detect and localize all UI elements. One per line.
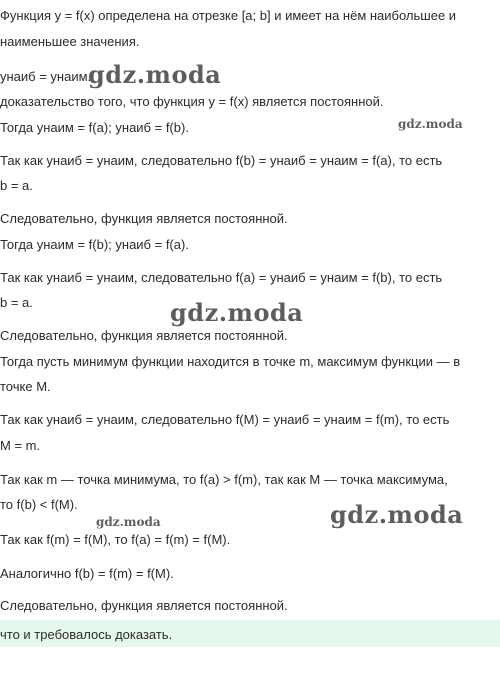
text-line-14: точке M. <box>0 379 51 394</box>
text-line-2: наименьшее значения. <box>0 34 140 49</box>
watermark-logo: gdz.moda <box>88 60 222 89</box>
watermark-logo: gdz.moda <box>398 117 463 131</box>
text-line-21: Следовательно, функция является постоянной. <box>0 598 288 613</box>
conclusion-text: что и требовалось доказать. <box>0 627 173 642</box>
text-line-5: Тогда yнаим = f(a); yнаиб = f(b). <box>0 120 189 135</box>
text-line-4: доказательство того, что функция y = f(x) является постоянной. <box>0 94 384 109</box>
text-line-16: M = m. <box>0 438 41 453</box>
text-line-7: b = a. <box>0 178 33 193</box>
text-line-13: Тогда пусть минимум функции находится в точке m, максимум функции — в <box>0 354 461 369</box>
text-line-18: то f(b) < f(M). <box>0 497 78 512</box>
watermark-logo: gdz.moda <box>170 298 304 327</box>
text-line-9: Тогда yнаим = f(b); yнаиб = f(a). <box>0 237 189 252</box>
text-line-11: b = a. <box>0 295 33 310</box>
text-line-17: Так как m — точка минимума, то f(a) > f(m), так как M — точка максимума, <box>0 472 448 487</box>
text-line-8: Следовательно, функция является постоянной. <box>0 211 288 226</box>
text-line-15: Так как yнаиб = yнаим, следовательно f(M) = yнаиб = yнаим = f(m), то есть <box>0 412 450 427</box>
text-line-19: Так как f(m) = f(M), то f(a) = f(m) = f(M). <box>0 532 231 547</box>
text-line-10: Так как yнаиб = yнаим, следовательно f(a) = yнаиб = yнаим = f(b), то есть <box>0 270 443 285</box>
text-line-1: Функция y = f(x) определена на отрезке [a; b] и имеет на нём наибольшее и <box>0 8 457 23</box>
text-line-12: Следовательно, функция является постоянной. <box>0 328 288 343</box>
text-line-3: yнаиб = yнаим. <box>0 69 92 84</box>
text-line-20: Аналогично f(b) = f(m) = f(M). <box>0 566 174 581</box>
watermark-logo: gdz.moda <box>330 500 464 529</box>
watermark-logo: gdz.moda <box>96 515 161 529</box>
conclusion-highlight <box>0 620 500 647</box>
text-line-6: Так как yнаиб = yнаим, следовательно f(b) = yнаиб = yнаим = f(a), то есть <box>0 153 443 168</box>
